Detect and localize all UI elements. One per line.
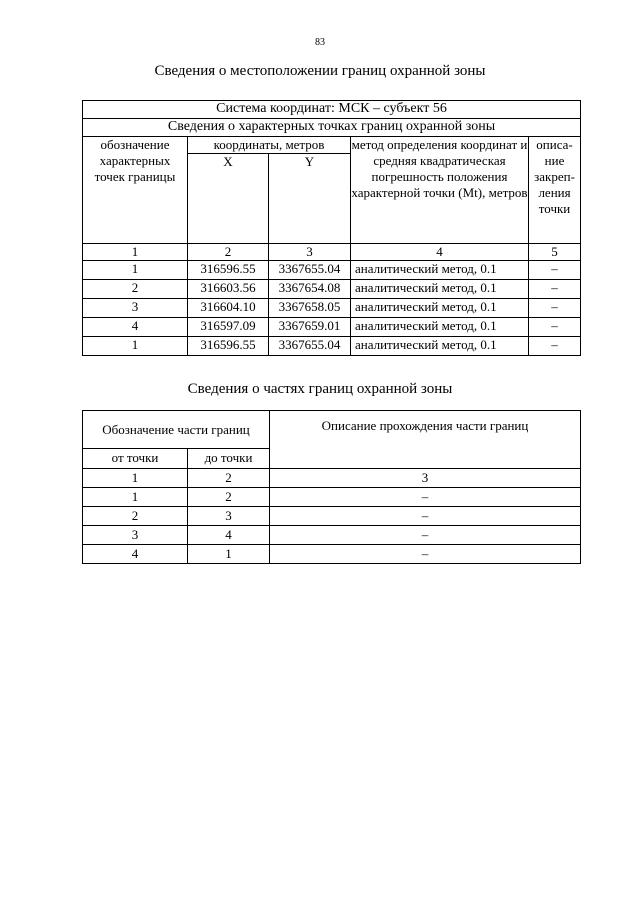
- header-from-point: от точки: [83, 449, 188, 469]
- header-designation: обозначение характерных точек границы: [83, 137, 188, 244]
- column-numbers-row: [83, 244, 581, 261]
- coord-x: 316596.55: [188, 261, 269, 280]
- section-title-parts: Сведения о частях границ охранной зоны: [187, 381, 453, 397]
- column-number: 1: [83, 469, 188, 488]
- to-point: 3: [188, 507, 270, 526]
- method-cell: аналитический метод, 0.1: [351, 337, 529, 356]
- method-cell: аналитический метод, 0.1: [351, 280, 529, 299]
- point-id: 1: [83, 261, 188, 280]
- from-point: 1: [83, 488, 188, 507]
- point-id: 2: [83, 280, 188, 299]
- description-cell: –: [529, 261, 581, 280]
- description-cell: –: [529, 299, 581, 318]
- table-row: [83, 545, 581, 564]
- section-title-boundaries: Сведения о местоположении границ охранной зоны: [154, 63, 486, 79]
- from-point: 4: [83, 545, 188, 564]
- column-number: 3: [269, 244, 351, 261]
- column-number: 2: [188, 244, 269, 261]
- part-description: –: [270, 488, 581, 507]
- point-id: 3: [83, 299, 188, 318]
- header-to-point: до точки: [188, 449, 270, 469]
- coord-x: 316596.55: [188, 337, 269, 356]
- coord-y: 3367655.04: [269, 337, 351, 356]
- coord-y: 3367658.05: [269, 299, 351, 318]
- column-number: 3: [270, 469, 581, 488]
- coord-x: 316604.10: [188, 299, 269, 318]
- column-number: 4: [351, 244, 529, 261]
- description-cell: –: [529, 337, 581, 356]
- header-x: X: [188, 154, 269, 244]
- header-part-description: Описание прохождения части границ: [270, 411, 581, 469]
- table-row: [83, 318, 581, 337]
- coord-x: 316603.56: [188, 280, 269, 299]
- from-point: 2: [83, 507, 188, 526]
- to-point: 1: [188, 545, 270, 564]
- description-cell: –: [529, 318, 581, 337]
- table-row: [83, 337, 581, 356]
- table-row: [83, 261, 581, 280]
- coordinate-system-row: Система координат: МСК – субъект 56: [83, 101, 581, 119]
- part-description: –: [270, 507, 581, 526]
- from-point: 3: [83, 526, 188, 545]
- method-cell: аналитический метод, 0.1: [351, 318, 529, 337]
- table-row: [83, 507, 581, 526]
- description-cell: –: [529, 280, 581, 299]
- point-id: 1: [83, 337, 188, 356]
- to-point: 2: [188, 488, 270, 507]
- method-cell: аналитический метод, 0.1: [351, 299, 529, 318]
- header-y: Y: [269, 154, 351, 244]
- coord-y: 3367654.08: [269, 280, 351, 299]
- coord-y: 3367659.01: [269, 318, 351, 337]
- header-part-designation: Обозначение части границ: [83, 411, 270, 449]
- part-description: –: [270, 526, 581, 545]
- method-cell: аналитический метод, 0.1: [351, 261, 529, 280]
- column-number: 5: [529, 244, 581, 261]
- header-method: метод определения координат и средняя квадратическая погрешность положения характерной точки (Mt), метров: [351, 137, 529, 244]
- header-description: описа-ние закреп-ления точки: [529, 137, 581, 244]
- coord-x: 316597.09: [188, 318, 269, 337]
- boundary-parts-table: [82, 410, 581, 564]
- characteristic-points-row: Сведения о характерных точках границ охранной зоны: [83, 119, 581, 137]
- column-number: 1: [83, 244, 188, 261]
- point-id: 4: [83, 318, 188, 337]
- column-number: 2: [188, 469, 270, 488]
- to-point: 4: [188, 526, 270, 545]
- table-row: [83, 299, 581, 318]
- column-numbers-row: [83, 469, 581, 488]
- coord-y: 3367655.04: [269, 261, 351, 280]
- page-number: 83: [315, 37, 325, 48]
- table-row: [83, 280, 581, 299]
- coordinates-table: [82, 100, 581, 356]
- table-row: [83, 526, 581, 545]
- table-row: [83, 488, 581, 507]
- part-description: –: [270, 545, 581, 564]
- header-coordinates: координаты, метров: [188, 137, 351, 154]
